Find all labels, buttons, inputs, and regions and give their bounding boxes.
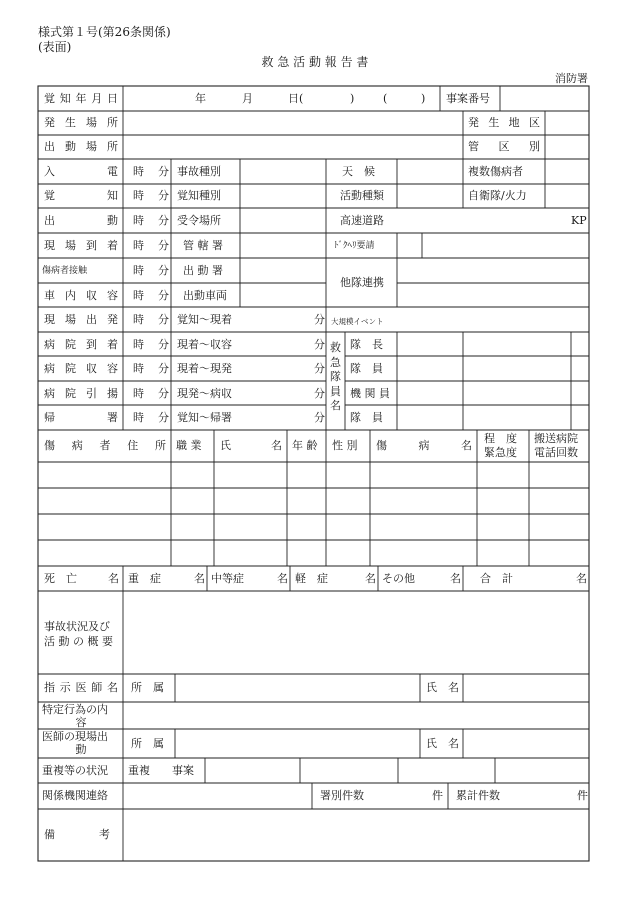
- person-unit: 名: [576, 572, 587, 585]
- dispatch-vehicle-label: 出動車両: [183, 289, 227, 302]
- call-count-header: 電話回数: [534, 446, 578, 459]
- time-label: 入 電: [44, 165, 118, 178]
- minute-unit: 分: [158, 264, 169, 277]
- captain-label: 隊 長: [350, 338, 383, 351]
- name-header: 氏 名: [220, 439, 282, 452]
- moderate-label: 中等症: [211, 572, 244, 585]
- minute-unit: 分: [314, 387, 325, 400]
- hospital-header: 搬送病院: [534, 432, 578, 445]
- directing-doctor-label: 指 示 医 師 名: [44, 681, 118, 694]
- kp-label: KP: [571, 214, 587, 227]
- specific-act-label-2: 容: [75, 716, 87, 729]
- paren-open-2: (: [383, 92, 388, 105]
- occupation-header: 職 業: [176, 439, 202, 452]
- minute-unit: 分: [158, 189, 169, 202]
- station-count-label: 署別件数: [320, 789, 364, 802]
- specific-act-label: 特定行為の内: [42, 703, 108, 716]
- person-unit: 名: [277, 572, 288, 585]
- year-label: 年: [195, 92, 206, 105]
- time-label: 病院収容: [44, 362, 118, 375]
- illness-header: 傷 病 名: [376, 439, 472, 452]
- time-label: 病院引揚: [44, 387, 118, 400]
- person-unit: 名: [450, 572, 461, 585]
- interval-label: 現着～収容: [177, 338, 232, 351]
- highway-label: 高速道路: [340, 214, 384, 227]
- minute-unit: 分: [314, 362, 325, 375]
- district-label: 管 区 別: [468, 140, 540, 153]
- minute-unit: 分: [314, 313, 325, 326]
- incident-area-label: 発 生 地 区: [468, 116, 540, 129]
- minute-unit: 分: [158, 165, 169, 178]
- minute-unit: 分: [158, 214, 169, 227]
- hour-unit: 時: [133, 239, 144, 252]
- sdf-fire-label: 自衛隊/火力: [468, 189, 527, 202]
- time-label: 病院到着: [44, 338, 118, 351]
- doctor-name-label: 氏 名: [426, 681, 459, 694]
- minute-unit: 分: [158, 313, 169, 326]
- other-label: その他: [382, 572, 415, 585]
- interval-label: 現発～病収: [177, 387, 232, 400]
- hour-unit: 時: [133, 313, 144, 326]
- dispatch-station-label: 出 動 署: [183, 264, 223, 277]
- time-label: 出 動: [44, 214, 118, 227]
- office-label: 消防署: [555, 72, 588, 85]
- urgency-header: 緊急度: [484, 446, 517, 459]
- remarks-label: 備 考: [44, 828, 110, 841]
- month-label: 月: [242, 92, 253, 105]
- affiliation-label: 所 属: [131, 681, 164, 694]
- large-event-label: 大規模イベント: [331, 317, 384, 326]
- sex-header: 性 別: [332, 439, 358, 452]
- kakuchi-type-label: 覚知種別: [177, 189, 221, 202]
- person-unit: 名: [365, 572, 376, 585]
- minute-unit: 分: [314, 411, 325, 424]
- other-unit-coop-label: 他隊連携: [340, 276, 384, 289]
- hour-unit: 時: [133, 411, 144, 424]
- hour-unit: 時: [133, 289, 144, 302]
- summary-label: 事故状況及び: [44, 620, 110, 633]
- activity-type-label: 活動種類: [340, 189, 384, 202]
- minute-unit: 分: [314, 338, 325, 351]
- minute-unit: 分: [158, 289, 169, 302]
- weather-label: 天 候: [342, 165, 375, 178]
- interval-label: 覚知～帰署: [177, 411, 232, 424]
- hour-unit: 時: [133, 264, 144, 277]
- crew-names-label: 救急隊員名: [330, 341, 341, 412]
- minute-unit: 分: [158, 338, 169, 351]
- time-label: 車内収容: [44, 289, 118, 302]
- multi-casualty-label: 複数傷病者: [468, 165, 523, 178]
- summary-label-2: 活 動 の 概 要: [44, 635, 113, 648]
- affiliation-label: 所 属: [131, 737, 164, 750]
- minute-unit: 分: [158, 239, 169, 252]
- hour-unit: 時: [133, 165, 144, 178]
- doctor-onsite-label: 医師の現場出: [42, 730, 108, 743]
- hour-unit: 時: [133, 189, 144, 202]
- day-label: 日(: [288, 92, 304, 105]
- kakuchi-date-label: 覚知年月日: [44, 92, 118, 105]
- paren-close-1: ): [350, 92, 355, 105]
- page-title: 救 急 活 動 報 告 書: [261, 55, 369, 69]
- interval-label: 覚知～現着: [177, 313, 232, 326]
- accident-type-label: 事故種別: [177, 165, 221, 178]
- minute-unit: 分: [158, 362, 169, 375]
- dispatch-place-label: 出 動 場 所: [44, 140, 118, 153]
- age-header: 年 齢: [292, 439, 318, 452]
- doctor-onsite-label-2: 動: [75, 743, 87, 756]
- minute-unit: 分: [158, 411, 169, 424]
- paren-close-2: ): [421, 92, 426, 105]
- form-side: (表面): [38, 40, 72, 54]
- hour-unit: 時: [133, 338, 144, 351]
- time-label: 覚 知: [44, 189, 118, 202]
- degree-header: 程 度: [484, 432, 517, 445]
- member-label: 隊 員: [350, 362, 383, 375]
- hour-unit: 時: [133, 387, 144, 400]
- case-unit: 件: [577, 789, 588, 802]
- time-label: 帰 署: [44, 411, 118, 424]
- time-label: 現場到着: [44, 239, 118, 252]
- overlap-case-label: 重複 事案: [128, 764, 194, 777]
- doctor-heli-label: ﾄﾞｸﾍﾘ要請: [334, 241, 375, 251]
- serious-label: 重 症: [128, 572, 161, 585]
- cumulative-count-label: 累計件数: [456, 789, 500, 802]
- mild-label: 軽 症: [295, 572, 328, 585]
- total-label: 合 計: [480, 572, 513, 585]
- minute-unit: 分: [158, 387, 169, 400]
- overlap-status-label: 重複等の状況: [42, 764, 108, 777]
- person-unit: 名: [108, 572, 119, 585]
- engineer-label: 機 関 員: [350, 387, 390, 400]
- person-unit: 名: [194, 572, 205, 585]
- time-label: 傷病者接触: [42, 266, 88, 276]
- case-unit: 件: [432, 789, 443, 802]
- liaison-label: 関係機関連絡: [42, 789, 108, 802]
- doctor-name-label: 氏 名: [426, 737, 459, 750]
- hour-unit: 時: [133, 362, 144, 375]
- hour-unit: 時: [133, 214, 144, 227]
- member-label: 隊 員: [350, 411, 383, 424]
- time-label: 現場出発: [44, 313, 118, 326]
- interval-label: 現着～現発: [177, 362, 232, 375]
- death-label: 死 亡: [44, 572, 77, 585]
- order-place-label: 受令場所: [177, 214, 221, 227]
- jurisdiction-label: 管 轄 署: [183, 239, 223, 252]
- form-number: 様式第１号(第26条関係): [38, 25, 171, 39]
- incident-place-label: 発 生 場 所: [44, 116, 118, 129]
- case-number-label: 事案番号: [446, 92, 490, 105]
- patient-address-header: 傷 病 者 住 所: [44, 439, 166, 452]
